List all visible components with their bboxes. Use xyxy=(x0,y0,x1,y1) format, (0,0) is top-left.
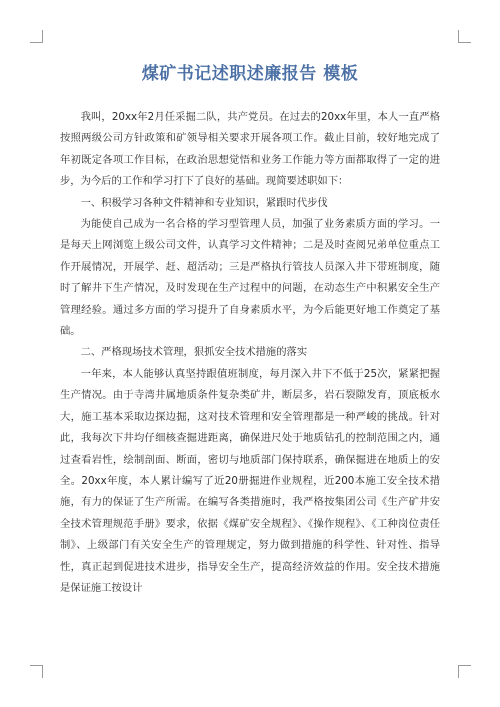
section-heading-1: 一、积极学习各种文件精神和专业知识，紧跟时代步伐 xyxy=(80,196,328,209)
crop-mark-top-left xyxy=(30,30,43,43)
section-heading-2: 二、严格现场技术管理，狠抓安全技术措施的落实 xyxy=(80,346,308,359)
section-1-paragraph: 为能使自己成为一名合格的学习型管理人员，加强了业务素质方面的学习。一是每天上网浏览上级公司文件，认真学习文件精神；二是及时查阅兄弟单位重点工作开展情况，开展学、赶、超活动；三是严格执行管技人员深入井下带班制度，随时了解井下生产情况，及时发现在生产过程中的问题，在动态生产中积累安全生产管理经验。通过多方面的学习提升了自身素质水平，为今后能更好地工作奠定了基础。 xyxy=(60,218,440,338)
crop-mark-bottom-right xyxy=(458,665,471,678)
crop-mark-top-right xyxy=(458,30,471,43)
intro-paragraph: 我叫，20xx年2月任采掘二队，共产党员。在过去的20xx年里，本人一直严格按照两级公司方针政策和矿领导相关要求开展各项工作。截止目前，较好地完成了年初既定各项工作目标，在政治思想觉悟和业务工作能力等方面都取得了一定的进步，为今后的工作和学习打下了良好的基础。现简要述职如下： xyxy=(60,111,440,188)
document-title: 煤矿书记述职述廉报告 模板 xyxy=(141,64,359,84)
document-body xyxy=(60,62,440,599)
crop-mark-bottom-left xyxy=(30,665,43,678)
section-2-paragraph: 一年来，本人能够认真坚持跟值班制度，每月深入井下不低于25次，紧紧把握生产情况。由于寺湾井属地质条件复杂类矿井，断层多，岩石裂隙发育，顶底板水大，施工基本采取边探边掘，这对技术管理和安全管理都是一种严峻的挑战。针对此，我每次下井均仔细核查掘进距离，确保进尺处于地质钻孔的控制范围之内，通过查看岩性，绘制剖面、断面，密切与地质部门保持联系，确保掘进在地质上的安全。20xx年度，本人累计编写了近20册掘进作业规程，近200本施工安全技术措施，有力的保证了生产所需。在编写各类措施时，我严格按集团公司《生产矿井安全技术管理规范手册》要求，依据《煤矿安全规程》、《操作规程》、《工种岗位责任制》、上级部门有关安全生产的管理规定，努力做到措施的科学性、针对性、指导性，真正起到促进技术进步，指导安全生产，提高经济效益的作用。安全技术措施是保证施工按设计 xyxy=(60,367,440,594)
